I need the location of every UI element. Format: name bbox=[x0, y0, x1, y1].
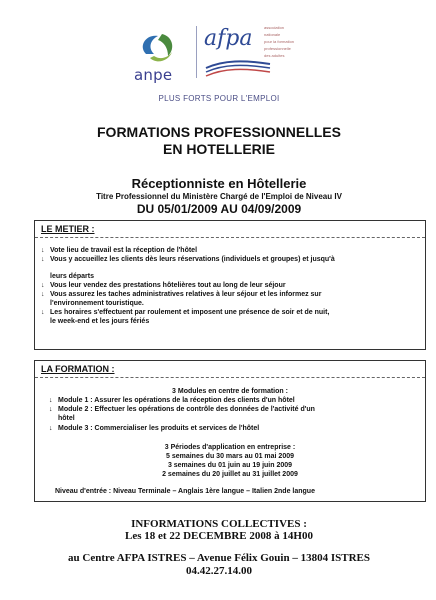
module-item: ↓ Module 2 : Effectuer les opérations de contrôle des données de l'activité d'un bbox=[49, 406, 315, 413]
formation-heading: LA FORMATION : bbox=[41, 364, 115, 374]
flyer-page bbox=[14, 6, 424, 596]
list-item: ↓ Vous y accueillez les clients dès leurs réservations (individuels et groupes) et jusqu'à bbox=[41, 256, 335, 263]
list-item-continuation: le week-end et les jours fériés bbox=[50, 318, 150, 325]
list-item-continuation: l'environnement touristique. bbox=[50, 300, 144, 307]
metier-box bbox=[34, 220, 426, 350]
info-phone: 04.42.27.14.00 bbox=[186, 565, 252, 577]
afpa-logo bbox=[204, 24, 324, 84]
afpa-wordmark: afpa bbox=[204, 26, 253, 51]
list-item: ↓ Vote lieu de travail est la réception de l'hôtel bbox=[41, 247, 198, 254]
periods-title: 3 Périodes d'application en entreprise : bbox=[164, 444, 296, 451]
formation-separator bbox=[35, 377, 425, 378]
logo-divider bbox=[196, 26, 197, 78]
afpa-tagline: association nationale pour la formation professionnelle des adultes bbox=[264, 25, 295, 58]
formation-box bbox=[34, 360, 426, 502]
modules-intro: 3 Modules en centre de formation : bbox=[172, 388, 288, 395]
afpa-waves-icon bbox=[204, 54, 274, 80]
anpe-logo bbox=[128, 28, 188, 86]
metier-heading: LE METIER : bbox=[41, 224, 95, 234]
module-item: ↓ Module 3 : Commercialiser les produits et services de l'hôtel bbox=[49, 425, 260, 432]
arrow-bullet-icon: ↓ bbox=[41, 309, 45, 316]
arrow-bullet-icon: ↓ bbox=[41, 282, 45, 289]
slogan: PLUS FORTS POUR L'EMPLOI bbox=[158, 94, 280, 103]
anpe-wordmark: anpe bbox=[134, 66, 173, 84]
anpe-swirl-icon bbox=[128, 28, 188, 68]
arrow-bullet-icon: ↓ bbox=[49, 425, 53, 432]
list-item: ↓ Les horaires s'effectuent par roulement et imposent une présence de soir et de nuit, bbox=[41, 309, 330, 316]
arrow-bullet-icon: ↓ bbox=[49, 406, 53, 413]
module-item-continuation: hôtel bbox=[58, 415, 75, 422]
arrow-bullet-icon: ↓ bbox=[41, 256, 45, 263]
list-item: ↓ Vous leur vendez des prestations hôtelières tout au long de leur séjour bbox=[41, 282, 286, 289]
diploma-line: Titre Professionnel du Ministère Chargé de l'Emploi de Niveau IV bbox=[96, 192, 342, 201]
niveau-entree: Niveau d'entrée : Niveau Terminale – Anglais 1ère langue – Italien 2nde langue bbox=[55, 488, 315, 495]
arrow-bullet-icon: ↓ bbox=[41, 291, 45, 298]
logo-header bbox=[14, 20, 424, 86]
period-item: 2 semaines du 20 juillet au 31 juillet 2009 bbox=[162, 471, 298, 478]
page-title: FORMATIONS PROFESSIONNELLES EN HOTELLERIE bbox=[97, 124, 341, 157]
arrow-bullet-icon: ↓ bbox=[49, 397, 53, 404]
info-dates: Les 18 et 22 DECEMBRE 2008 à 14H00 bbox=[125, 530, 313, 542]
info-heading: INFORMATIONS COLLECTIVES : bbox=[131, 518, 307, 530]
list-item-continuation: leurs départs bbox=[50, 273, 94, 280]
period-item: 3 semaines du 01 juin au 19 juin 2009 bbox=[167, 462, 293, 469]
job-title: Réceptionniste en Hôtellerie bbox=[131, 176, 307, 191]
list-item: ↓ Vous assurez les taches administratives relatives à leur séjour et les informez sur bbox=[41, 291, 322, 298]
info-address: au Centre AFPA ISTRES – Avenue Félix Gouin – 13804 ISTRES bbox=[68, 552, 370, 564]
metier-separator bbox=[35, 237, 425, 238]
period-item: 5 semaines du 30 mars au 01 mai 2009 bbox=[165, 453, 295, 460]
date-range: DU 05/01/2009 AU 04/09/2009 bbox=[136, 202, 302, 216]
arrow-bullet-icon: ↓ bbox=[41, 247, 45, 254]
module-item: ↓ Module 1 : Assurer les opérations de la réception des clients d'un hôtel bbox=[49, 397, 295, 404]
